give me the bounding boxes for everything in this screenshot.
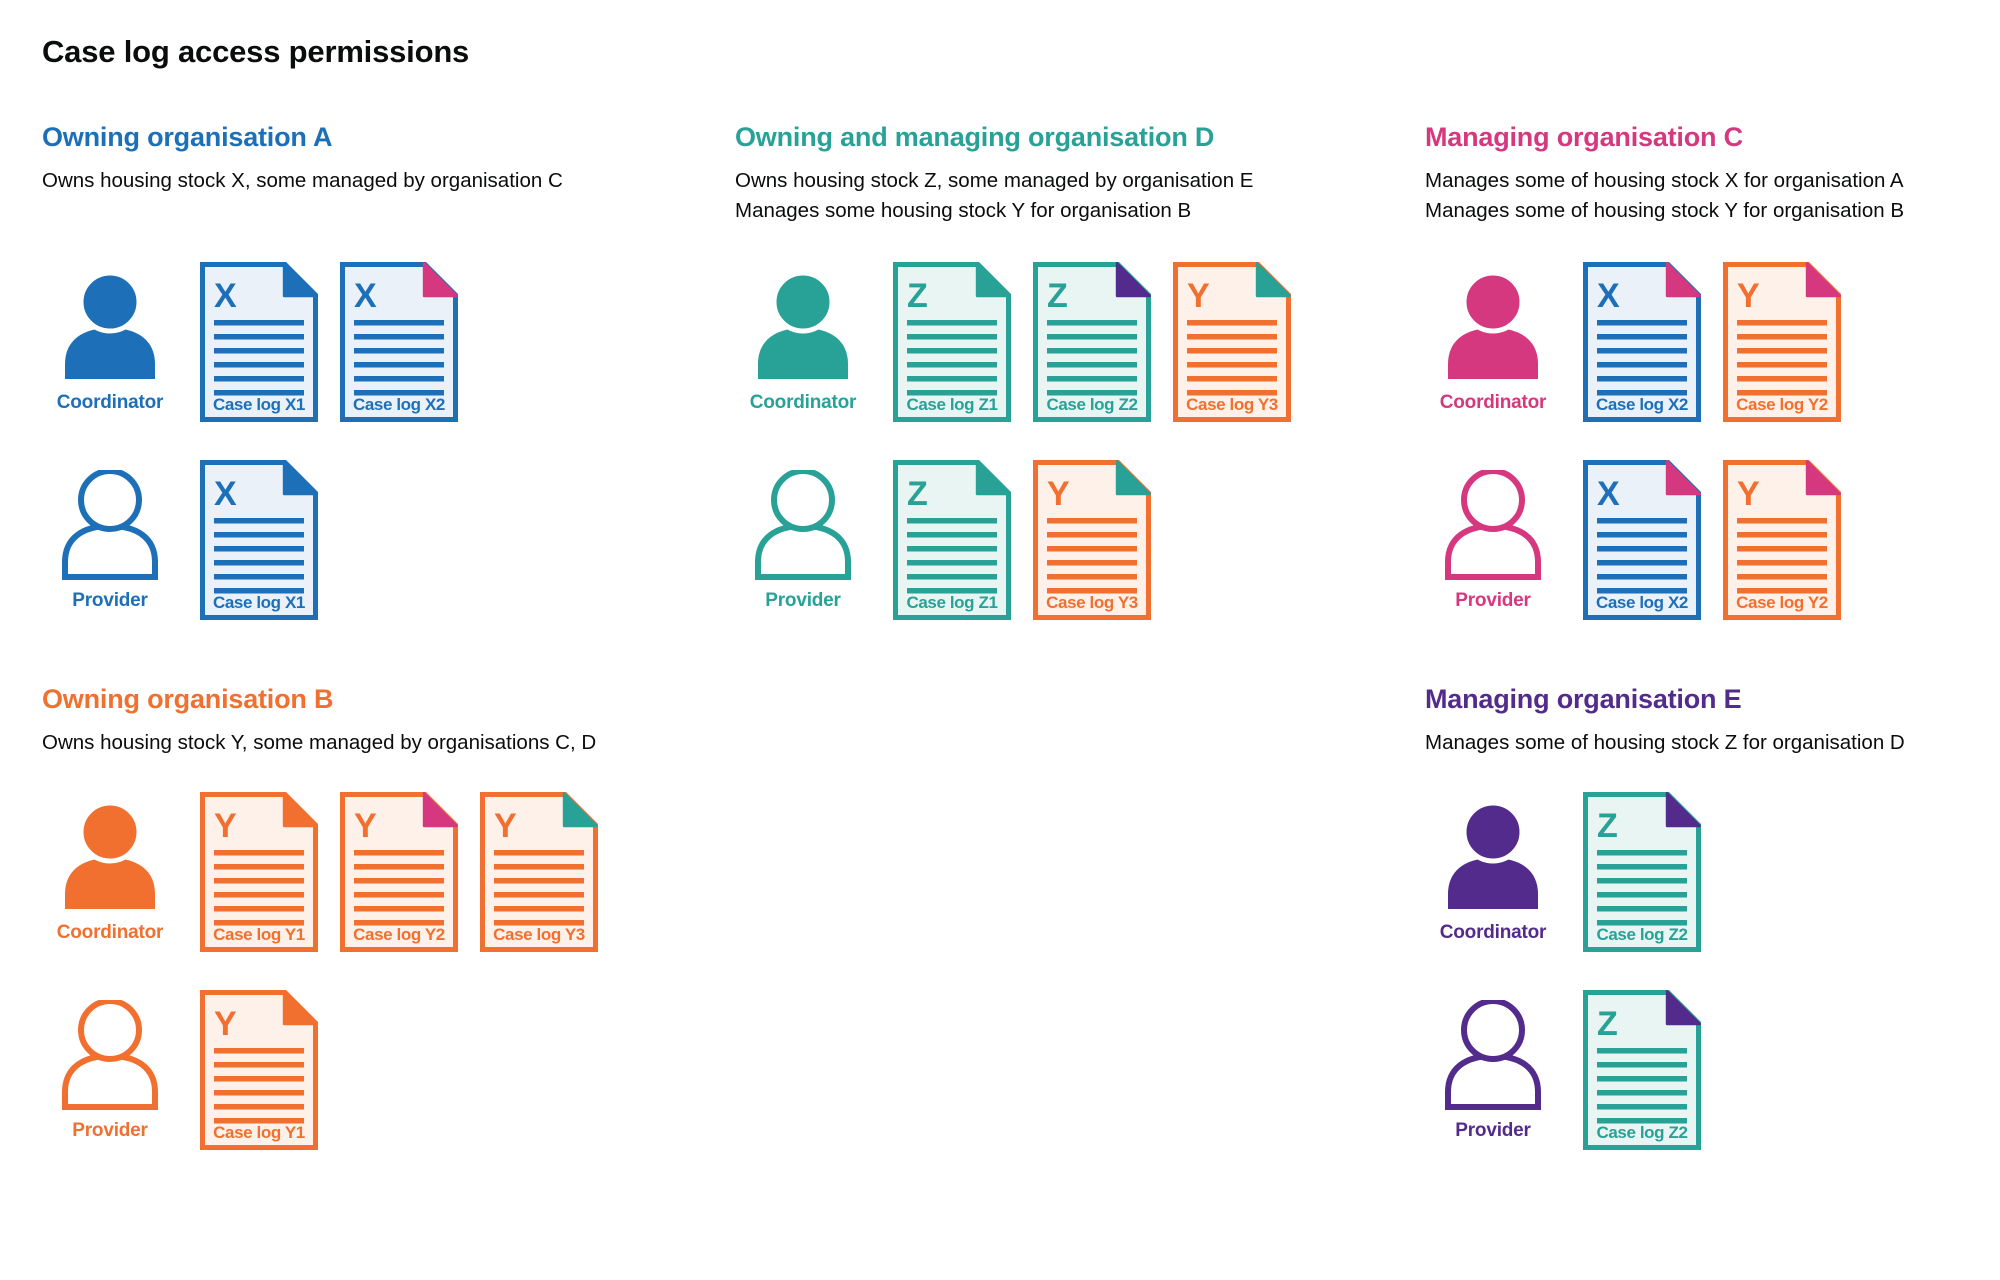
document-text-line bbox=[1597, 892, 1687, 898]
document-text-line bbox=[354, 362, 444, 368]
case-log-document bbox=[893, 262, 1011, 422]
org-description-line: Owns housing stock Y, some managed by organisations C, D bbox=[42, 731, 597, 754]
document-text-line bbox=[1737, 348, 1827, 354]
document-text-line bbox=[354, 376, 444, 382]
role-label: Provider bbox=[1455, 590, 1531, 611]
document-text-line bbox=[1597, 574, 1687, 580]
document-text-line bbox=[1187, 362, 1277, 368]
case-log-document-icon bbox=[1723, 262, 1841, 422]
document-letter: X bbox=[214, 475, 237, 513]
org-description bbox=[42, 166, 735, 228]
case-log-document bbox=[200, 460, 318, 620]
document-letter: Y bbox=[1047, 475, 1070, 513]
case-log-document bbox=[1723, 460, 1841, 620]
document-text-line bbox=[907, 560, 997, 566]
document-text-line bbox=[1597, 1090, 1687, 1096]
coordinator-row bbox=[42, 262, 735, 422]
access-rows bbox=[1425, 262, 1980, 620]
case-log-document-icon bbox=[1583, 460, 1701, 620]
document-text-line bbox=[1597, 560, 1687, 566]
document-label: Case log Z2 bbox=[1046, 395, 1138, 414]
case-log-document-icon bbox=[1583, 990, 1701, 1150]
document-label: Case log Y2 bbox=[353, 925, 445, 944]
document-text-line bbox=[1737, 574, 1827, 580]
person-head bbox=[774, 273, 832, 331]
document-label: Case log X1 bbox=[213, 395, 305, 414]
person-body bbox=[65, 858, 155, 909]
case-log-document bbox=[1583, 792, 1701, 952]
person-head bbox=[1464, 471, 1522, 529]
document-text-line bbox=[1597, 334, 1687, 340]
document-letter: Y bbox=[1737, 277, 1760, 315]
document-fold-corner bbox=[424, 263, 457, 296]
coordinator-icon bbox=[60, 802, 160, 912]
document-text-line bbox=[1737, 546, 1827, 552]
document-text-line bbox=[214, 362, 304, 368]
document-text-line bbox=[214, 1076, 304, 1082]
document-fold-corner bbox=[1667, 793, 1700, 826]
document-label: Case log X2 bbox=[1596, 395, 1688, 414]
case-log-document bbox=[1583, 990, 1701, 1150]
section-managing-organisation-c bbox=[1425, 122, 1980, 620]
document-text-line bbox=[1597, 906, 1687, 912]
document-fold-corner bbox=[284, 263, 317, 296]
coordinator-row bbox=[735, 262, 1425, 422]
document-letter: Y bbox=[1737, 475, 1760, 513]
provider-row bbox=[42, 990, 735, 1150]
document-fold-corner bbox=[284, 461, 317, 494]
document-text-line bbox=[1047, 348, 1137, 354]
person-head bbox=[81, 273, 139, 331]
person-head bbox=[81, 1001, 139, 1059]
document-text-line bbox=[1187, 334, 1277, 340]
case-log-document-icon bbox=[200, 990, 318, 1150]
document-label: Case log Y1 bbox=[213, 1123, 305, 1142]
document-text-line bbox=[1187, 348, 1277, 354]
document-text-line bbox=[907, 574, 997, 580]
document-text-line bbox=[1597, 546, 1687, 552]
document-text-line bbox=[494, 850, 584, 856]
document-text-line bbox=[494, 864, 584, 870]
person-body bbox=[65, 526, 155, 577]
document-letter: Z bbox=[907, 277, 928, 315]
document-letter: X bbox=[1597, 277, 1620, 315]
person-body bbox=[758, 328, 848, 379]
document-label: Case log Y2 bbox=[1736, 395, 1828, 414]
document-letter: Z bbox=[907, 475, 928, 513]
document-fold-corner bbox=[1667, 263, 1700, 296]
document-fold-corner bbox=[424, 793, 457, 826]
role-label: Coordinator bbox=[56, 392, 164, 413]
document-text-line bbox=[214, 1048, 304, 1054]
provider-row bbox=[735, 460, 1425, 620]
document-text-line bbox=[214, 546, 304, 552]
document-text-line bbox=[1047, 376, 1137, 382]
document-letter: Z bbox=[1597, 1005, 1618, 1043]
document-text-line bbox=[354, 892, 444, 898]
document-label: Case log Y2 bbox=[1736, 593, 1828, 612]
org-description bbox=[735, 166, 1425, 228]
coordinator-figure bbox=[42, 802, 178, 944]
document-text-line bbox=[1187, 376, 1277, 382]
document-fold-corner bbox=[1117, 263, 1150, 296]
page-title: Case log access permissions bbox=[42, 34, 470, 69]
org-heading: Owning and managing organisation D bbox=[735, 122, 1215, 152]
case-log-document bbox=[340, 792, 458, 952]
section-owning-and-managing-organisation-d bbox=[735, 122, 1425, 620]
coordinator-icon bbox=[60, 272, 160, 382]
document-text-line bbox=[1597, 1062, 1687, 1068]
coordinator-figure bbox=[735, 272, 871, 414]
coordinator-figure bbox=[1425, 272, 1561, 414]
document-fold-corner bbox=[1667, 991, 1700, 1024]
document-fold-corner bbox=[564, 793, 597, 826]
document-text-line bbox=[354, 864, 444, 870]
coordinator-figure bbox=[1425, 802, 1561, 944]
org-description bbox=[1425, 166, 1980, 228]
document-text-line bbox=[354, 906, 444, 912]
provider-figure bbox=[42, 470, 178, 612]
document-text-line bbox=[494, 878, 584, 884]
case-log-document bbox=[893, 460, 1011, 620]
document-letter: X bbox=[354, 277, 377, 315]
sections-grid bbox=[42, 122, 1980, 1150]
role-label: Coordinator bbox=[56, 922, 164, 943]
section-managing-organisation-e bbox=[1425, 684, 1980, 1150]
case-log-document-icon bbox=[340, 262, 458, 422]
document-label: Case log Y3 bbox=[1046, 593, 1138, 612]
document-text-line bbox=[1597, 348, 1687, 354]
document-text-line bbox=[1737, 362, 1827, 368]
coordinator-icon bbox=[1443, 802, 1543, 912]
document-text-line bbox=[1597, 850, 1687, 856]
person-body bbox=[65, 328, 155, 379]
document-text-line bbox=[1047, 560, 1137, 566]
provider-icon bbox=[60, 470, 160, 580]
document-text-line bbox=[1047, 532, 1137, 538]
document-text-line bbox=[494, 906, 584, 912]
document-letter: Y bbox=[494, 807, 517, 845]
document-letter: Y bbox=[214, 807, 237, 845]
case-log-document bbox=[1033, 262, 1151, 422]
document-label: Case log X2 bbox=[353, 395, 445, 414]
document-text-line bbox=[214, 348, 304, 354]
org-description-line: Owns housing stock Z, some managed by organisation E bbox=[735, 169, 1254, 192]
document-text-line bbox=[354, 348, 444, 354]
document-text-line bbox=[214, 906, 304, 912]
document-text-line bbox=[354, 320, 444, 326]
document-text-line bbox=[907, 362, 997, 368]
document-fold-corner bbox=[977, 461, 1010, 494]
document-text-line bbox=[1737, 376, 1827, 382]
org-heading: Owning organisation B bbox=[42, 684, 334, 714]
org-heading: Managing organisation C bbox=[1425, 122, 1743, 152]
document-letter: Z bbox=[1597, 807, 1618, 845]
case-log-document-icon bbox=[1173, 262, 1291, 422]
document-text-line bbox=[1737, 518, 1827, 524]
document-text-line bbox=[1737, 560, 1827, 566]
case-log-document-icon bbox=[893, 460, 1011, 620]
document-text-line bbox=[1597, 532, 1687, 538]
document-text-line bbox=[1597, 864, 1687, 870]
document-label: Case log Y1 bbox=[213, 925, 305, 944]
access-rows bbox=[42, 262, 735, 620]
document-label: Case log Z1 bbox=[906, 395, 998, 414]
case-log-document bbox=[1583, 262, 1701, 422]
case-log-document-icon bbox=[480, 792, 598, 952]
document-text-line bbox=[1047, 546, 1137, 552]
document-text-line bbox=[214, 334, 304, 340]
document-text-line bbox=[1597, 320, 1687, 326]
document-text-line bbox=[1597, 518, 1687, 524]
person-body bbox=[1448, 526, 1538, 577]
org-description-line: Manages some of housing stock Z for organisation D bbox=[1425, 731, 1905, 754]
role-label: Provider bbox=[765, 590, 841, 611]
org-description bbox=[42, 728, 735, 758]
document-text-line bbox=[1597, 362, 1687, 368]
case-log-document-icon bbox=[1033, 262, 1151, 422]
case-log-document bbox=[200, 792, 318, 952]
case-log-document bbox=[340, 262, 458, 422]
document-letter: X bbox=[1597, 475, 1620, 513]
document-label: Case log X1 bbox=[213, 593, 305, 612]
document-text-line bbox=[1047, 518, 1137, 524]
document-text-line bbox=[214, 532, 304, 538]
case-log-document bbox=[1033, 460, 1151, 620]
document-text-line bbox=[214, 1090, 304, 1096]
document-text-line bbox=[1737, 320, 1827, 326]
role-label: Coordinator bbox=[1439, 392, 1547, 413]
document-text-line bbox=[1597, 1104, 1687, 1110]
document-fold-corner bbox=[284, 991, 317, 1024]
coordinator-icon bbox=[753, 272, 853, 382]
document-text-line bbox=[354, 334, 444, 340]
document-text-line bbox=[214, 1104, 304, 1110]
person-head bbox=[81, 803, 139, 861]
coordinator-figure bbox=[42, 272, 178, 414]
section-owning-organisation-a bbox=[42, 122, 735, 620]
provider-icon bbox=[753, 470, 853, 580]
person-body bbox=[758, 526, 848, 577]
document-text-line bbox=[214, 864, 304, 870]
case-log-document-icon bbox=[893, 262, 1011, 422]
document-text-line bbox=[1597, 1076, 1687, 1082]
provider-icon bbox=[60, 1000, 160, 1110]
document-text-line bbox=[907, 376, 997, 382]
document-text-line bbox=[214, 892, 304, 898]
org-description bbox=[1425, 728, 1980, 758]
org-description-line: Owns housing stock X, some managed by organisation C bbox=[42, 169, 563, 192]
coordinator-row bbox=[42, 792, 735, 952]
document-label: Case log Y3 bbox=[493, 925, 585, 944]
document-text-line bbox=[214, 1062, 304, 1068]
person-head bbox=[1464, 1001, 1522, 1059]
document-label: Case log Z2 bbox=[1596, 925, 1688, 944]
document-text-line bbox=[907, 546, 997, 552]
document-text-line bbox=[1597, 376, 1687, 382]
access-rows bbox=[735, 262, 1425, 620]
role-label: Provider bbox=[72, 1120, 148, 1141]
document-text-line bbox=[214, 850, 304, 856]
document-text-line bbox=[214, 376, 304, 382]
org-heading: Managing organisation E bbox=[1425, 684, 1742, 714]
document-text-line bbox=[1047, 320, 1137, 326]
org-description-line: Manages some of housing stock Y for organisation B bbox=[1425, 199, 1904, 222]
document-text-line bbox=[1047, 574, 1137, 580]
document-text-line bbox=[354, 878, 444, 884]
document-letter: Y bbox=[1187, 277, 1210, 315]
section-owning-organisation-b bbox=[42, 684, 735, 1150]
person-body bbox=[1448, 328, 1538, 379]
provider-row bbox=[1425, 990, 1980, 1150]
document-text-line bbox=[907, 532, 997, 538]
document-fold-corner bbox=[1117, 461, 1150, 494]
role-label: Coordinator bbox=[749, 392, 857, 413]
access-rows bbox=[1425, 792, 1980, 1150]
document-letter: X bbox=[214, 277, 237, 315]
case-log-document bbox=[1173, 262, 1291, 422]
case-log-document-icon bbox=[1583, 792, 1701, 952]
document-letter: Y bbox=[354, 807, 377, 845]
case-log-document-icon bbox=[1583, 262, 1701, 422]
person-body bbox=[1448, 858, 1538, 909]
document-text-line bbox=[1737, 532, 1827, 538]
document-fold-corner bbox=[977, 263, 1010, 296]
document-fold-corner bbox=[1807, 263, 1840, 296]
document-label: Case log Z2 bbox=[1596, 1123, 1688, 1142]
case-log-document bbox=[200, 262, 318, 422]
provider-figure bbox=[42, 1000, 178, 1142]
document-text-line bbox=[1047, 334, 1137, 340]
case-log-document bbox=[480, 792, 598, 952]
document-text-line bbox=[1597, 1048, 1687, 1054]
role-label: Provider bbox=[1455, 1120, 1531, 1141]
document-fold-corner bbox=[284, 793, 317, 826]
org-heading: Owning organisation A bbox=[42, 122, 333, 152]
document-text-line bbox=[1737, 334, 1827, 340]
document-text-line bbox=[354, 850, 444, 856]
document-text-line bbox=[907, 518, 997, 524]
document-label: Case log X2 bbox=[1596, 593, 1688, 612]
document-text-line bbox=[214, 560, 304, 566]
document-letter: Z bbox=[1047, 277, 1068, 315]
document-text-line bbox=[1047, 362, 1137, 368]
role-label: Coordinator bbox=[1439, 922, 1547, 943]
provider-figure bbox=[735, 470, 871, 612]
document-letter: Y bbox=[214, 1005, 237, 1043]
document-text-line bbox=[907, 320, 997, 326]
document-text-line bbox=[214, 574, 304, 580]
role-label: Provider bbox=[72, 590, 148, 611]
document-fold-corner bbox=[1667, 461, 1700, 494]
document-text-line bbox=[1597, 878, 1687, 884]
person-body bbox=[1448, 1056, 1538, 1107]
document-text-line bbox=[494, 892, 584, 898]
document-fold-corner bbox=[1807, 461, 1840, 494]
access-rows bbox=[42, 792, 735, 1150]
person-head bbox=[81, 471, 139, 529]
coordinator-row bbox=[1425, 792, 1980, 952]
person-head bbox=[774, 471, 832, 529]
provider-figure bbox=[1425, 470, 1561, 612]
document-label: Case log Y3 bbox=[1186, 395, 1278, 414]
case-log-document bbox=[200, 990, 318, 1150]
case-log-document-icon bbox=[200, 262, 318, 422]
document-text-line bbox=[214, 320, 304, 326]
person-head bbox=[1464, 803, 1522, 861]
person-head bbox=[1464, 273, 1522, 331]
case-log-document-icon bbox=[340, 792, 458, 952]
case-log-document bbox=[1583, 460, 1701, 620]
provider-row bbox=[42, 460, 735, 620]
provider-figure bbox=[1425, 1000, 1561, 1142]
document-text-line bbox=[1187, 320, 1277, 326]
document-fold-corner bbox=[1257, 263, 1290, 296]
person-body bbox=[65, 1056, 155, 1107]
case-log-document-icon bbox=[200, 792, 318, 952]
document-text-line bbox=[214, 878, 304, 884]
provider-icon bbox=[1443, 470, 1543, 580]
document-text-line bbox=[907, 334, 997, 340]
document-text-line bbox=[907, 348, 997, 354]
provider-row bbox=[1425, 460, 1980, 620]
provider-icon bbox=[1443, 1000, 1543, 1110]
case-log-document-icon bbox=[200, 460, 318, 620]
document-label: Case log Z1 bbox=[906, 593, 998, 612]
coordinator-icon bbox=[1443, 272, 1543, 382]
org-description-line: Manages some housing stock Y for organisation B bbox=[735, 199, 1192, 222]
case-log-document-icon bbox=[1033, 460, 1151, 620]
coordinator-row bbox=[1425, 262, 1980, 422]
case-log-document bbox=[1723, 262, 1841, 422]
document-text-line bbox=[214, 518, 304, 524]
org-description-line: Manages some of housing stock X for organisation A bbox=[1425, 169, 1904, 192]
case-log-document-icon bbox=[1723, 460, 1841, 620]
